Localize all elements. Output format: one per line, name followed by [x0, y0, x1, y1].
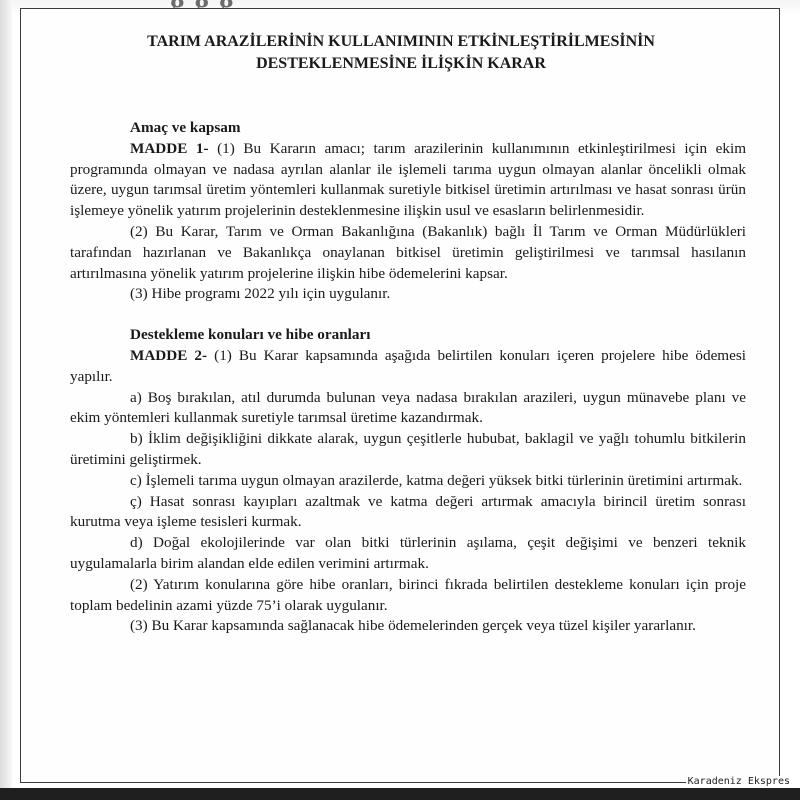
article-2-paragraph-2: (2) Yatırım konularına göre hibe oranları, birinci fıkrada belirtilen destekleme konuları için proje toplam bedelinin azami yüzde 75’i olarak uygulanır. [70, 575, 746, 614]
article-1-label: MADDE 1- [130, 139, 209, 157]
article-2-item-c: c) İşlemeli tarıma uygun olmayan arazilerde, katma değeri yüksek bitki türlerinin üretimini artırmak. [130, 471, 743, 489]
section-gap [70, 305, 746, 325]
article-2-text-1: (1) Bu Karar kapsamında aşağıda belirtilen konuları içeren projelere hibe ödemesi yapılır. [70, 346, 746, 385]
article-1-paragraph-1 [70, 139, 746, 222]
document-title [21, 31, 781, 75]
article-2-item-a: a) Boş bırakılan, atıl durumda bulunan veya nadasa bırakılan arazileri, uygun münavebe planı ve ekim yöntemleri kullanmak suretiyle tarımsal üretime kazandırmak. [70, 388, 746, 427]
article-1-text-1: (1) Bu Kararın amacı; tarım arazilerinin kullanımının etkinleştirilmesi için ekim programında olmayan ve nadasa ayrılan alanlar ile işlemeli tarıma uygun olmayan alanlar öncelikli olmak üzere, uygun tarımsal üretim yöntemleri kullanmak suretiyle bitkisel üretimin artırılması ve hasat sonrası ürün işlemeye yönelik yatırım projelerinin desteklenmesine ilişkin usul ve esasların belirlenmesidir. [70, 139, 747, 220]
section-heading-scope: Amaç ve kapsam [130, 119, 241, 136]
section-heading-support: Destekleme konuları ve hibe oranları [130, 326, 371, 344]
source-watermark: Karadeniz Ekspres [687, 776, 790, 787]
article-2-paragraph-1 [70, 346, 746, 388]
title-line-1: TARIM ARAZİLERİNİN KULLANIMININ ETKİNLEŞTİRİLMESİNİN [147, 33, 655, 50]
article-2-item-cc: ç) Hasat sonrası kayıpları azaltmak ve katma değeri artırmak amacıyla birincil üretim sonrası kurutma veya işleme tesisleri kurmak. [70, 492, 746, 531]
left-edge-shadow [0, 0, 12, 800]
article-1-paragraph-3: (3) Hibe programı 2022 yılı için uygulanır. [130, 285, 391, 303]
bottom-dark-bar [0, 788, 800, 800]
article-2-item-d: d) Doğal ekolojilerinde var olan bitki türlerinin aşılama, çeşit değişimi ve benzeri teknik uygulamalarla birim alandan elde edilen verimini artırmak. [70, 534, 746, 572]
article-2-paragraph-3: (3) Bu Karar kapsamında sağlanacak hibe ödemelerinden gerçek veya tüzel kişiler yararlanır. [130, 617, 696, 635]
title-line-2: DESTEKLENMESİNE İLİŞKİN KARAR [256, 55, 546, 72]
article-2-item-b: b) İklim değişikliğini dikkate alarak, uygun çeşitlerle hububat, baklagil ve yağlı tohumlu bitkilerin üretimini geliştirmek. [70, 430, 746, 468]
article-2-label: MADDE 2- [130, 346, 208, 364]
article-1-paragraph-2: (2) Bu Karar, Tarım ve Orman Bakanlığına (Bakanlık) bağlı İl Tarım ve Orman Müdürlükleri tarafından hazırlanan ve Bakanlıkça onaylanan bitkisel üretimin geliştirilmesi ve tarımsal hasılanın artırılmasına yönelik yatırım projelerine ilişkin hibe ödemelerini kapsar. [70, 222, 746, 282]
document-body [70, 118, 746, 637]
